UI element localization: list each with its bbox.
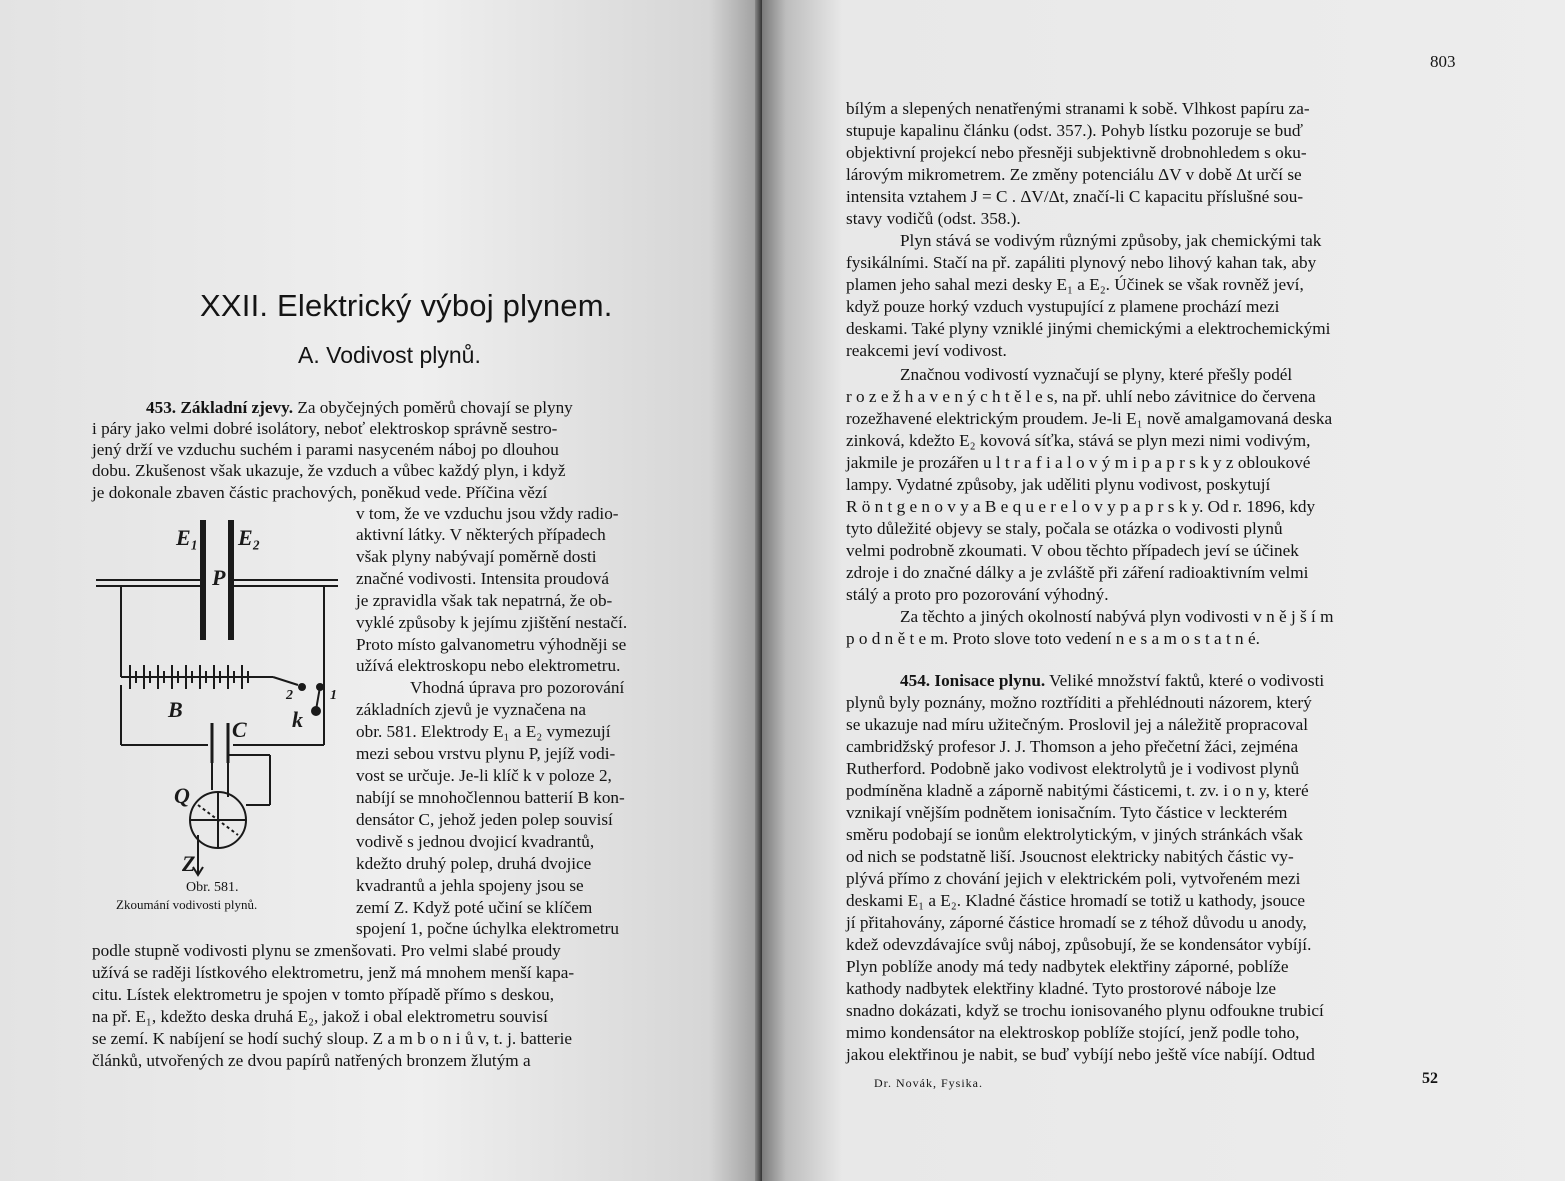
paragraph-heading: Ionisace plynu. bbox=[934, 671, 1046, 690]
text-line: Za obyčejných poměrů chovají se plyny bbox=[297, 398, 573, 417]
text-line: lampy. Vydatné způsoby, jak uděliti plynu vodivost, poskytují bbox=[846, 475, 1271, 494]
text-line: plamen jeho sahal mezi desky E₁ a E₂. Účinek se však rovněž jeví, bbox=[846, 275, 1304, 294]
text-line: rozežhavené elektrickým proudem. Je-li E₁ nově amalgamovaná deska bbox=[846, 409, 1333, 428]
text-line: jakmile je prozářen u l t r a f i a l o v ý m i p a p r s k y z obloukové bbox=[846, 453, 1311, 472]
label-e1: E₁ bbox=[176, 525, 199, 550]
text-line: obr. 581. Elektrody E₁ a E₂ vymezují bbox=[356, 722, 611, 741]
text-line: r o z e ž h a v e n ý c h t ě l e s, na př. uhlí nebo závitnice do červena bbox=[846, 387, 1316, 406]
text-line: citu. Lístek elektrometru je spojen v tomto případě přímo s deskou, bbox=[92, 985, 555, 1004]
text-line: densátor C, jehož jeden polep souvisí bbox=[356, 810, 613, 829]
text-line: deskami E₁ a E₂. Kladné částice hromadí se totiž u kathody, jsouce bbox=[846, 891, 1306, 910]
text-line: jakou elektřinou je nabit, se buď vybíjí nebo ještě více nabíjí. Odtud bbox=[846, 1045, 1315, 1064]
text-line: Značnou vodivostí vyznačují se plyny, které přešly podél bbox=[900, 365, 1293, 384]
label-c: C bbox=[232, 717, 247, 742]
text-line: kvadrantů a jehla spojeny jsou se bbox=[356, 876, 584, 895]
label-1: 1 bbox=[330, 688, 337, 703]
text-line: Rutherford. Podobně jako vodivost elektrolytů je i vodivost plynů bbox=[846, 759, 1300, 778]
text-line: Veliké množství faktů, které o vodivosti bbox=[1049, 671, 1325, 690]
text-line: Plyn stává se vodivým různými způsoby, jak chemickými tak bbox=[900, 231, 1322, 250]
text-line: vodivě s jednou dvojicí kvadrantů, bbox=[356, 832, 595, 851]
text-line: Plyn poblíže anody má tedy nadbytek elektřiny záporné, poblíže bbox=[846, 957, 1289, 976]
text-line: reakcemi jeví vodivost. bbox=[846, 341, 1007, 360]
figure-caption-number: Obr. 581. bbox=[186, 880, 239, 895]
text-line: od nich se podstatně liší. Jsoucnost elektricky nabitých částic vy- bbox=[846, 847, 1294, 866]
text-line: však plyny nabývají poměrně dosti bbox=[356, 547, 597, 566]
text-line: aktivní látky. V některých případech bbox=[356, 525, 606, 544]
text-line: vyklé způsoby k jejímu zjištění nestačí. bbox=[356, 613, 628, 632]
text-line: objektivní projekcí nebo přesněji subjektivně drobnohledem s oku- bbox=[846, 143, 1307, 162]
label-q: Q bbox=[174, 783, 190, 808]
label-k: k bbox=[292, 707, 303, 732]
text-line: podmíněna kladně a záporně nabitými částicemi, t. zv. i o n y, které bbox=[846, 781, 1309, 800]
paragraph-453-first-line bbox=[146, 397, 711, 418]
paragraph-454-first-line bbox=[900, 670, 1324, 691]
text-line: užívá elektroskopu nebo elektrometru. bbox=[356, 656, 621, 675]
text-line: je zpravidla však tak nepatrná, že ob- bbox=[356, 591, 613, 610]
paragraph-number: 454. bbox=[900, 671, 931, 690]
text-line: Za těchto a jiných okolností nabývá plyn vodivosti v n ě j š í m bbox=[900, 607, 1334, 626]
text-line: se zemí. K nabíjení se hodí suchý sloup. Z a m b o n i ů v, t. j. batterie bbox=[92, 1029, 573, 1048]
figure-581-diagram bbox=[88, 505, 350, 880]
text-line: když pouze horký vzduch vystupující z plamene prochází mezi bbox=[846, 297, 1280, 316]
text-line: článků, utvořených ze dvou papírů natřených bronzem žlutým a bbox=[92, 1051, 531, 1070]
text-line: zemí Z. Když poté učiní se klíčem bbox=[356, 898, 593, 917]
text-line: mimo kondensátor na elektroskop poblíže stojící, jenž podle toho, bbox=[846, 1023, 1300, 1042]
page-number: 803 bbox=[1430, 52, 1456, 71]
label-z: Z bbox=[182, 851, 196, 876]
text-line: kdež odevzdávajíce svůj náboj, způsobují, že se kondensátor vybíjí. bbox=[846, 935, 1312, 954]
text-line: dobu. Zkušenost však ukazuje, že vzduch a vůbec každý plyn, i když bbox=[92, 461, 566, 480]
text-line: se ukazuje nad míru užitečným. Proslovil jej a náležitě propracoval bbox=[846, 715, 1308, 734]
text-line: fysikálními. Stačí na př. zapáliti plynový nebo lihový kahan tak, aby bbox=[846, 253, 1317, 272]
text-line: spojení 1, počne úchylka elektrometru bbox=[356, 919, 619, 938]
text-line: mezi sebou vrstvu plynu P, jejíž vodi- bbox=[356, 744, 616, 763]
text-line: R ö n t g e n o v y a B e q u e r e l o v y p a p r s k y. Od r. 1896, kdy bbox=[846, 497, 1316, 516]
text-line: velmi podrobně zkoumati. V obou těchto případech jeví se účinek bbox=[846, 541, 1299, 560]
text-line: podle stupně vodivosti plynu se zmenšovati. Pro velmi slabé proudy bbox=[92, 941, 561, 960]
right-page bbox=[762, 0, 1565, 1181]
text-line: v tom, že ve vzduchu jsou vždy radio- bbox=[356, 504, 619, 523]
text-line: je dokonale zbaven částic prachových, poněkud vede. Příčina vězí bbox=[92, 483, 548, 502]
text-line: kdežto druhý polep, druhá dvojice bbox=[356, 854, 592, 873]
text-line: plývá přímo z chování jejich v elektrickém poli, vytvořeném mezi bbox=[846, 869, 1301, 888]
text-line: základních zjevů je vyznačena na bbox=[356, 700, 586, 719]
label-2: 2 bbox=[286, 688, 293, 703]
signature-mark: 52 bbox=[1422, 1070, 1438, 1087]
text-line: lárovým mikrometrem. Ze změny potenciálu ΔV v době Δt určí se bbox=[846, 165, 1302, 184]
text-line: stavy vodičů (odst. 358.). bbox=[846, 209, 1021, 228]
figure-caption-text: Zkoumání vodivosti plynů. bbox=[116, 897, 258, 912]
text-line: zinková, kdežto E₂ kovová síťka, stává se plyn mezi nimi vodivým, bbox=[846, 431, 1311, 450]
plate-e2 bbox=[228, 520, 234, 640]
text-line: intensita vztahem J = C . ΔV/Δt, značí-li C kapacitu příslušné sou- bbox=[846, 187, 1304, 206]
text-line: užívá se raději lístkového elektrometru, jenž má mnohem menší kapa- bbox=[92, 963, 575, 982]
text-line: plynů byly poznány, možno roztříditi a přehlédnouti názorem, který bbox=[846, 693, 1312, 712]
text-line: zdroje i do značné dálky a je zvláště při záření radioaktivním velmi bbox=[846, 563, 1309, 582]
text-line: bílým a slepených nenatřenými stranami k sobě. Vlhkost papíru za- bbox=[846, 99, 1310, 118]
footer-author: Dr. Novák, Fysika. bbox=[874, 1076, 983, 1090]
text-line: cambridžský profesor J. J. Thomson a jeho přečetní žáci, zejména bbox=[846, 737, 1299, 756]
section-title: A. Vodivost plynů. bbox=[298, 342, 481, 368]
left-page bbox=[0, 0, 762, 1181]
text-line: jí přitahovány, záporné částice hromadí se z téhož důvodu u anody, bbox=[846, 913, 1307, 932]
text-line: vost se určuje. Je-li klíč k v poloze 2, bbox=[356, 766, 612, 785]
paragraph-number: 453. bbox=[146, 398, 177, 417]
text-line: nabíjí se mnohočlennou batterií B kon- bbox=[356, 788, 625, 807]
paragraph-heading: Základní zjevy. bbox=[180, 398, 294, 417]
chapter-title: XXII. Elektrický výboj plynem. bbox=[200, 288, 613, 323]
text-line: kathody nadbytek elektřiny kladné. Tyto prostorové náboje lze bbox=[846, 979, 1276, 998]
text-line: Proto místo galvanometru výhodněji se bbox=[356, 635, 627, 654]
label-p: P bbox=[212, 565, 226, 590]
plate-e1 bbox=[200, 520, 206, 640]
text-line: stupuje kapalinu článku (odst. 357.). Pohyb lístku pozoruje se buď bbox=[846, 121, 1303, 140]
text-line: i páry jako velmi dobré isolátory, neboť elektroskop správně sestro- bbox=[92, 419, 558, 438]
text-line: snadno dokázati, když se trochu ionisovaného plynu odfoukne trubicí bbox=[846, 1001, 1324, 1020]
label-e2: E₂ bbox=[238, 525, 261, 550]
text-line: směru podobají se ionům elektrolytickým, v jiných stránkách však bbox=[846, 825, 1303, 844]
text-line: Vhodná úprava pro pozorování bbox=[410, 678, 625, 697]
text-line: vznikají vnějším podnětem ionisačním. Tyto částice v leckterém bbox=[846, 803, 1288, 822]
label-b: B bbox=[168, 697, 183, 722]
text-line: značné vodivosti. Intensita proudová bbox=[356, 569, 609, 588]
text-line: tyto důležité objevy se staly, počala se otázka o vodivosti plynů bbox=[846, 519, 1283, 538]
text-line: na př. E₁, kdežto deska druhá E₂, jakož i obal elektrometru souvisí bbox=[92, 1007, 548, 1026]
text-line: stálý a proto pro pozorování výhodný. bbox=[846, 585, 1109, 604]
text-line: deskami. Také plyny vzniklé jinými chemickými a elektrochemickými bbox=[846, 319, 1331, 338]
text-line: p o d n ě t e m. Proto slove toto vedení n e s a m o s t a t n é. bbox=[846, 629, 1260, 648]
text-line: jený drží ve vzduchu suchém i parami nasyceném náboj po dlouhou bbox=[92, 440, 559, 459]
